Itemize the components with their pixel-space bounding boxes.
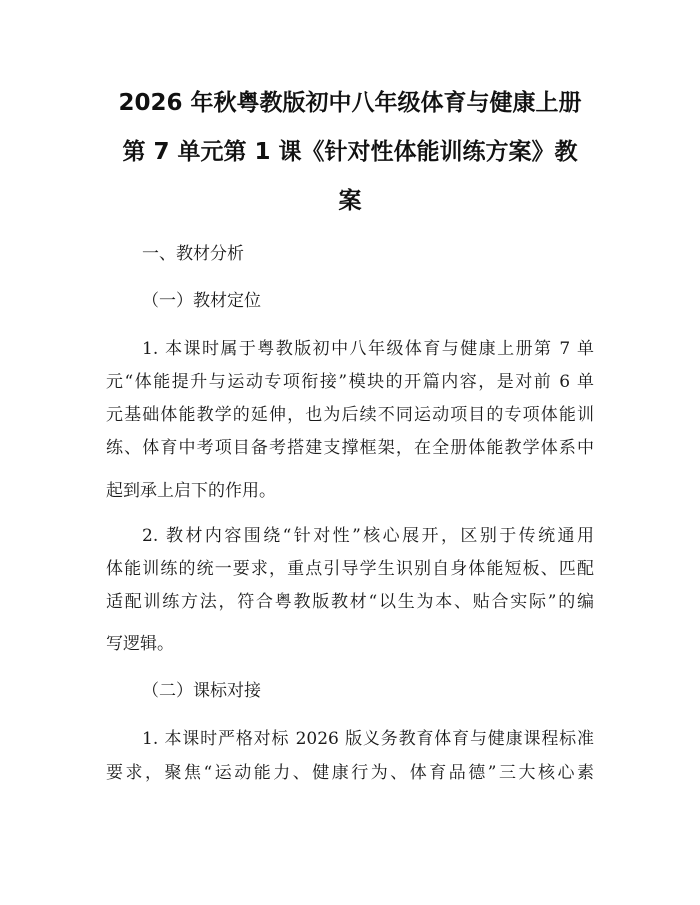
paragraph-line: 适配训练方法，符合粤教版教材“以生为本、贴合实际”的编 — [106, 592, 594, 612]
subsection-heading-curriculum-alignment: （二）课标对接 — [142, 681, 261, 701]
paragraph-line: 写逻辑。 — [106, 634, 174, 654]
subsection-heading-textbook-position: （一）教材定位 — [142, 291, 261, 311]
paragraph-line: 要求，聚焦“运动能力、健康行为、体育品德”三大核心素 — [106, 763, 594, 783]
paragraph-line: 元“体能提升与运动专项衔接”模块的开篇内容，是对前 6 单 — [106, 372, 594, 392]
paragraph-line: 元基础体能教学的延伸，也为后续不同运动项目的专项体能训 — [106, 405, 594, 425]
paragraph-line: 起到承上启下的作用。 — [106, 481, 276, 501]
document-title-line-1: 2026 年秋粤教版初中八年级体育与健康上册 — [118, 90, 582, 116]
document-title-line-3: 案 — [338, 188, 362, 214]
paragraph-line: 练、体育中考项目备考搭建支撑框架，在全册体能教学体系中 — [106, 438, 594, 458]
section-heading-textbook-analysis: 一、教材分析 — [142, 244, 244, 264]
paragraph-line: 2. 教材内容围绕“针对性”核心展开，区别于传统通用 — [142, 526, 594, 546]
paragraph-line: 1. 本课时属于粤教版初中八年级体育与健康上册第 7 单 — [142, 339, 594, 359]
document-title-line-2: 第 7 单元第 1 课《针对性体能训练方案》教 — [122, 139, 578, 165]
paragraph-line: 体能训练的统一要求，重点引导学生识别自身体能短板、匹配 — [106, 559, 594, 579]
paragraph-line: 1. 本课时严格对标 2026 版义务教育体育与健康课程标准 — [142, 729, 594, 749]
